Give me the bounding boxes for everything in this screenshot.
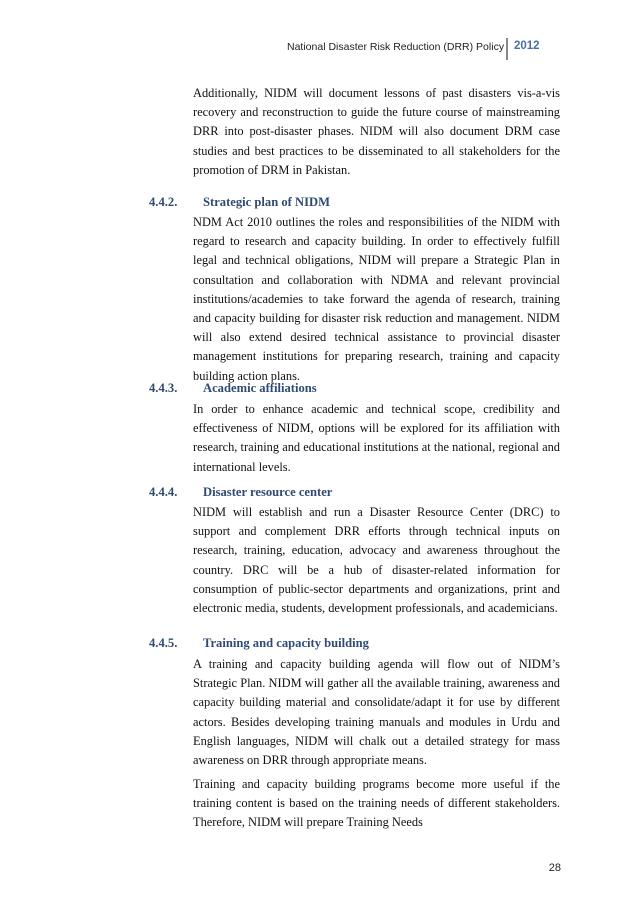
section-paragraph: Training and capacity building programs become more useful if the training content is based on the training needs of different stakeholders. Therefore, NIDM will prepare Training Needs xyxy=(193,777,560,830)
section-number: 4.4.3. xyxy=(149,381,178,395)
section-heading-4-4-2 xyxy=(149,195,330,210)
section-paragraph: A training and capacity building agenda will flow out of NIDM’s Strategic Plan. NIDM will gather all the available training, awareness and capacity building material and consolidate/adapt it for use by different actors. Besides developing training manuals and modules in Urdu and English languages, NIDM will chalk out a detailed strategy for mass awareness on DRR through appropriate means. xyxy=(193,657,560,768)
header-year: 2012 xyxy=(514,40,540,52)
section-paragraph: NDM Act 2010 outlines the roles and responsibilities of the NIDM with regard to research and capacity building. In order to effectively fulfill legal and technical obligations, NIDM will prepare a Strategic Plan in consultation and collaboration with NDMA and relevant provincial institutions/academies to take forward the agenda of research, training and capacity building for disaster risk reduction and management. NIDM will also extend desired technical assistance to provincial disaster management institutions for preparing research, training and capacity building action plans. xyxy=(193,215,560,383)
section-title: Academic affiliations xyxy=(203,381,317,395)
intro-paragraph: Additionally, NIDM will document lessons of past disasters vis-a-vis recovery and reconstruction to guide the future course of mainstreaming DRR into post-disaster phases. NIDM will also document DRM case studies and best practices to be disseminated to all stakeholders for the promotion of DRM in Pakistan. xyxy=(193,86,560,177)
section-title: Disaster resource center xyxy=(203,485,333,499)
header-title: National Disaster Risk Reduction (DRR) Policy xyxy=(287,41,505,53)
section-heading-4-4-3 xyxy=(149,381,317,396)
section-number: 4.4.4. xyxy=(149,485,178,499)
section-number: 4.4.2. xyxy=(149,195,178,209)
header-separator xyxy=(506,38,508,60)
section-title: Strategic plan of NIDM xyxy=(203,195,330,209)
section-number: 4.4.5. xyxy=(149,636,178,650)
section-paragraph: In order to enhance academic and technical scope, credibility and effectiveness of NIDM, options will be explored for its affiliation with research, training and educational institutions at the national, regional and international levels. xyxy=(193,402,560,474)
page-header xyxy=(0,38,638,60)
section-heading-4-4-5 xyxy=(149,636,369,651)
section-paragraph: NIDM will establish and run a Disaster Resource Center (DRC) to support and complement DRR efforts through technical inputs on research, training, education, advocacy and awareness throughout the country. DRC will be a hub of disaster-related information for consumption of public-sector departments and organizations, print and electronic media, students, development professionals, and academicians. xyxy=(193,505,560,616)
section-heading-4-4-4 xyxy=(149,485,332,500)
section-title: Training and capacity building xyxy=(203,636,369,650)
page-number: 28 xyxy=(548,862,561,874)
